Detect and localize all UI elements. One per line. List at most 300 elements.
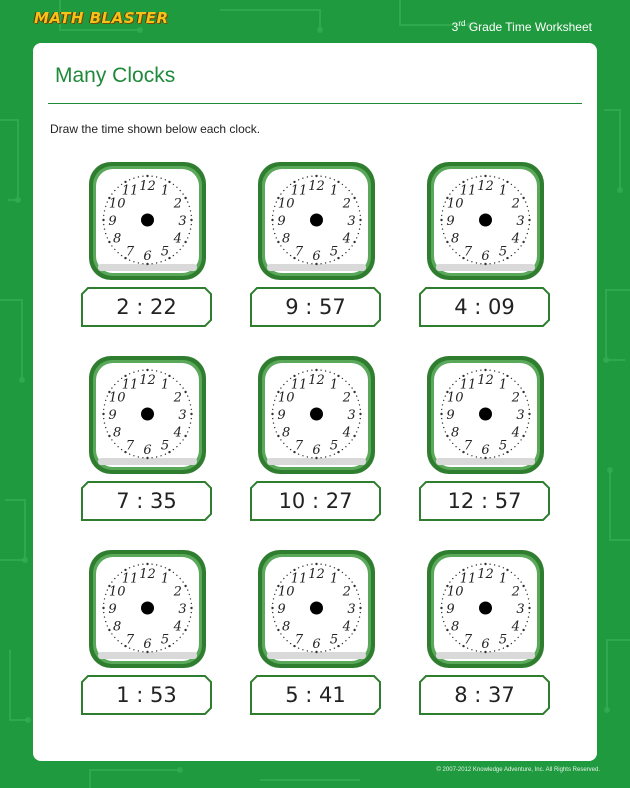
clock-tick [114, 637, 115, 638]
clock-card [249, 354, 382, 529]
clock-center-dot [479, 214, 492, 227]
clock-tick [151, 176, 152, 177]
clock-tick [446, 241, 448, 243]
clock-tick [359, 228, 360, 229]
clock-tick [522, 197, 524, 199]
clock-tick [191, 409, 192, 410]
clock-tick [107, 589, 108, 590]
clock-tick [108, 241, 110, 243]
clock-tick [359, 404, 360, 405]
clock-numeral: 10 [108, 584, 126, 600]
clock-tick [311, 370, 312, 371]
clock-card [418, 548, 551, 723]
clock-tick [452, 190, 453, 191]
clock-tick [359, 219, 361, 221]
clock-tick [527, 594, 528, 595]
clock-tick [325, 176, 326, 177]
clock-numeral: 12 [139, 567, 156, 582]
clock-tick [471, 566, 472, 567]
clock-tick [349, 190, 350, 191]
clock-tick [129, 260, 130, 261]
clock-time-label: 12 : 57 [447, 489, 522, 513]
clock-tick [283, 578, 284, 579]
clock-numeral: 4 [173, 619, 182, 635]
clock-tick [359, 616, 360, 617]
clock-tick [302, 372, 303, 373]
clock-tick [146, 563, 148, 565]
clock-tick [173, 184, 174, 185]
clock-tick [511, 572, 512, 573]
clock-numeral: 9 [446, 408, 455, 423]
clock-numeral: 12 [477, 179, 494, 194]
clock-tick [276, 237, 277, 238]
clock-time-label: 4 : 09 [454, 295, 515, 319]
clock-tick [274, 233, 275, 234]
clock-tick [173, 572, 174, 573]
clock-tick [514, 252, 515, 253]
clock-tick [114, 249, 115, 250]
clock-tick [522, 629, 524, 631]
clock-tick [176, 252, 177, 253]
clock-numeral: 3 [347, 408, 356, 423]
clock-tick [443, 427, 444, 428]
clock-numeral: 5 [498, 244, 508, 260]
clock-tick [180, 578, 181, 579]
clock-tick [129, 179, 130, 180]
clock-tick [358, 233, 359, 234]
clock-tick [190, 422, 191, 423]
clock-numeral: 9 [108, 408, 117, 423]
clock-numeral: 7 [125, 438, 135, 454]
clock-tick [459, 643, 460, 644]
clock-numeral: 12 [139, 373, 156, 388]
clock-tick [529, 418, 530, 419]
clock-tick [503, 567, 504, 568]
clock-tick [345, 640, 346, 641]
clock-tick [184, 197, 186, 199]
clock-tick [528, 598, 529, 599]
clock-tick [103, 603, 104, 604]
clock-tick [353, 629, 355, 631]
clock-numeral: 6 [481, 249, 490, 264]
clock-tick [334, 260, 335, 261]
clock-tick [452, 249, 453, 250]
clock-tick [176, 575, 177, 576]
clock-card [418, 160, 551, 335]
clock-tick [283, 384, 284, 385]
clock-tick [514, 381, 515, 382]
clock-tick [325, 456, 326, 457]
clock-tick [520, 193, 521, 194]
clock-tick [190, 598, 191, 599]
clock-tick [165, 373, 166, 374]
clock-tick [133, 649, 134, 650]
clock-tick [105, 594, 106, 595]
clock-tick [342, 378, 343, 379]
clock-tick [286, 640, 287, 641]
clock-tick [484, 175, 486, 177]
clock-tick [345, 575, 346, 576]
clock-face[interactable] [418, 354, 551, 479]
clock-tick [467, 179, 468, 180]
clock-tick [117, 446, 118, 447]
clock-numeral: 6 [312, 443, 321, 458]
clock-numeral: 3 [516, 602, 525, 617]
clock-tick [173, 378, 174, 379]
clock-tick [105, 206, 106, 207]
clock-tick [117, 187, 118, 188]
clock-numeral: 11 [290, 183, 308, 199]
clock-tick [184, 585, 186, 587]
clock-tick [494, 370, 495, 371]
clock-tick [527, 427, 528, 428]
worksheet-paper [33, 43, 597, 761]
clock-numeral: 6 [143, 637, 152, 652]
clock-tick [151, 564, 152, 565]
clock-tick [151, 370, 152, 371]
clock-tick [184, 241, 186, 243]
clock-tick [489, 176, 490, 177]
clock-tick [356, 431, 357, 432]
clock-numeral: 1 [329, 571, 339, 587]
clock-tick [189, 400, 190, 401]
clock-tick [452, 637, 453, 638]
clock-numeral: 3 [347, 214, 356, 229]
clock-tick [173, 643, 174, 644]
clock-tick [272, 418, 273, 419]
clock-tick [121, 449, 122, 450]
clock-tick [187, 201, 188, 202]
clock-tick [142, 370, 143, 371]
clock-tick [525, 625, 526, 626]
clock-tick [156, 456, 157, 457]
clock-numeral: 4 [511, 425, 520, 441]
clock-numeral: 12 [139, 179, 156, 194]
clock-tick [443, 594, 444, 595]
clock-tick [142, 564, 143, 565]
clock-tick [445, 431, 446, 432]
clock-tick [471, 455, 472, 456]
clock-tick [441, 418, 442, 419]
clock-tick [104, 422, 105, 423]
clock-face[interactable] [80, 160, 213, 285]
clock-numeral: 6 [143, 249, 152, 264]
title-divider [48, 103, 582, 104]
clock-tick [358, 427, 359, 428]
clock-tick [511, 184, 512, 185]
clock-tick [334, 567, 335, 568]
clock-tick [298, 567, 299, 568]
clock-numeral: 8 [113, 619, 122, 635]
clock-numeral: 11 [290, 377, 308, 393]
clock-time-label: 5 : 41 [285, 683, 346, 707]
clock-numeral: 4 [342, 619, 351, 635]
clock-numeral: 4 [342, 231, 351, 247]
clock-numeral: 5 [160, 438, 170, 454]
clock-numeral: 9 [446, 214, 455, 229]
clock-tick [349, 637, 350, 638]
clock-tick [156, 650, 157, 651]
clock-tick [442, 616, 443, 617]
clock-tick [518, 637, 519, 638]
clock-tick [133, 178, 134, 179]
clock-tick [302, 455, 303, 456]
clock-tick [529, 603, 530, 604]
clock-tick [329, 566, 330, 567]
clock-tick [176, 446, 177, 447]
clock-numeral: 1 [160, 377, 170, 393]
clock-tick [442, 210, 443, 211]
clock-tick [298, 454, 299, 455]
clock-numeral: 1 [498, 377, 508, 393]
clock-tick [286, 187, 287, 188]
clock-tick [280, 387, 281, 388]
clock-numeral: 1 [498, 571, 508, 587]
clock-numeral: 12 [308, 373, 325, 388]
clock-tick [459, 449, 460, 450]
clock-tick [498, 566, 499, 567]
clock-tick [184, 435, 186, 437]
clock-tick [529, 215, 530, 216]
clock-numeral: 8 [451, 619, 460, 635]
clock-tick [494, 262, 495, 263]
clock-tick [358, 206, 359, 207]
clock-tick [146, 175, 148, 177]
clock-tick [440, 413, 442, 415]
clock-tick [511, 643, 512, 644]
clock-tick [525, 431, 526, 432]
clock-tick [272, 409, 273, 410]
clock-tick [129, 567, 130, 568]
clock-tick [525, 395, 526, 396]
clock-tick [360, 409, 361, 410]
clock-tick [286, 252, 287, 253]
clock-tick [307, 650, 308, 651]
worksheet-instructions: Draw the time shown below each clock. [50, 122, 261, 136]
clock-tick [518, 249, 519, 250]
clock-tick [307, 456, 308, 457]
clock-tick [182, 245, 183, 246]
clock-tick [105, 427, 106, 428]
clock-tick [522, 241, 524, 243]
clock-tick [108, 629, 110, 631]
clock-tick [525, 237, 526, 238]
clock-tick [489, 564, 490, 565]
clock-tick [190, 413, 192, 415]
math-blaster-logo: MATH BLASTER [34, 9, 169, 27]
clock-numeral: 7 [294, 632, 304, 648]
clock-tick [484, 563, 486, 565]
clock-tick [290, 255, 291, 256]
clock-tick [298, 373, 299, 374]
clock-tick [290, 449, 291, 450]
clock-tick [452, 443, 453, 444]
clock-center-dot [141, 214, 154, 227]
clock-numeral: 4 [511, 231, 520, 247]
clock-tick [349, 384, 350, 385]
clock-tick [359, 413, 361, 415]
clock-card [249, 548, 382, 723]
clock-tick [107, 625, 108, 626]
clock-numeral: 3 [347, 602, 356, 617]
clock-card [80, 548, 213, 723]
clock-tick [307, 564, 308, 565]
clock-tick [117, 252, 118, 253]
clock-tick [351, 581, 352, 582]
clock-tick [283, 443, 284, 444]
clock-face[interactable] [418, 548, 551, 673]
clock-tick [103, 612, 104, 613]
clock-face[interactable] [249, 160, 382, 285]
clock-tick [353, 391, 355, 393]
clock-tick [273, 228, 274, 229]
clock-tick [105, 621, 106, 622]
clock-tick [176, 640, 177, 641]
clock-tick [514, 446, 515, 447]
clock-numeral: 2 [511, 196, 520, 212]
clock-tick [277, 435, 279, 437]
clock-tick [104, 616, 105, 617]
clock-tick [329, 178, 330, 179]
clock-numeral: 5 [329, 244, 339, 260]
clock-tick [440, 219, 442, 221]
clock-numeral: 4 [511, 619, 520, 635]
clock-numeral: 3 [178, 214, 187, 229]
clock-tick [182, 633, 183, 634]
clock-tick [359, 422, 360, 423]
clock-tick [273, 422, 274, 423]
clock-tick [360, 603, 361, 604]
clock-numeral: 10 [446, 584, 464, 600]
clock-tick [353, 585, 355, 587]
clock-tick [191, 224, 192, 225]
clock-tick [189, 233, 190, 234]
clock-tick [276, 589, 277, 590]
clock-tick [528, 404, 529, 405]
clock-tick [471, 372, 472, 373]
clock-tick [165, 648, 166, 649]
clock-numeral: 7 [463, 244, 473, 260]
clock-numeral: 5 [498, 438, 508, 454]
clock-tick [494, 176, 495, 177]
clock-center-dot [141, 602, 154, 615]
clock-tick [480, 564, 481, 565]
clock-tick [476, 176, 477, 177]
clock-tick [107, 237, 108, 238]
clock-numeral: 5 [160, 632, 170, 648]
clock-tick [187, 431, 188, 432]
clock-numeral: 10 [277, 196, 295, 212]
clock-tick [190, 607, 192, 609]
clock-tick [443, 233, 444, 234]
clock-tick [156, 370, 157, 371]
clock-tick [286, 575, 287, 576]
clock-tick [494, 650, 495, 651]
clock-time-label: 8 : 37 [454, 683, 515, 707]
clock-tick [522, 585, 524, 587]
clock-tick [471, 261, 472, 262]
clock-face[interactable] [418, 160, 551, 285]
clock-face[interactable] [80, 354, 213, 479]
clock-tick [271, 219, 273, 221]
clock-card [80, 160, 213, 335]
clock-tick [503, 179, 504, 180]
clock-tick [187, 237, 188, 238]
clock-tick [138, 650, 139, 651]
clock-tick [189, 427, 190, 428]
clock-tick [503, 260, 504, 261]
clock-tick [459, 255, 460, 256]
clock-tick [173, 255, 174, 256]
clock-tick [351, 245, 352, 246]
clock-face[interactable] [249, 354, 382, 479]
clock-tick [133, 261, 134, 262]
clock-tick [156, 564, 157, 565]
clock-center-dot [479, 602, 492, 615]
clock-tick [160, 372, 161, 373]
clock-tick [527, 233, 528, 234]
clock-tick [114, 443, 115, 444]
clock-tick [298, 179, 299, 180]
grade-number: 3 [451, 20, 459, 34]
clock-tick [325, 262, 326, 263]
clock-tick [104, 210, 105, 211]
clock-tick [351, 193, 352, 194]
clock-face[interactable] [249, 548, 382, 673]
clock-numeral: 12 [477, 567, 494, 582]
clock-tick [446, 629, 448, 631]
clock-tick [274, 594, 275, 595]
clock-tick [445, 589, 446, 590]
clock-tick [441, 603, 442, 604]
clock-numeral: 8 [451, 425, 460, 441]
clock-numeral: 1 [329, 377, 339, 393]
clock-numeral: 7 [463, 438, 473, 454]
clock-tick [280, 581, 281, 582]
clock-tick [511, 449, 512, 450]
clock-tick [156, 176, 157, 177]
clock-tick [528, 607, 530, 609]
clock-tick [176, 187, 177, 188]
clock-tick [467, 373, 468, 374]
clock-tick [441, 612, 442, 613]
clock-tick [182, 439, 183, 440]
clock-numeral: 2 [173, 584, 182, 600]
clock-numeral: 9 [446, 602, 455, 617]
clock-tick [359, 598, 360, 599]
clock-tick [103, 409, 104, 410]
clock-tick [349, 443, 350, 444]
clock-face[interactable] [80, 548, 213, 673]
clock-tick [511, 255, 512, 256]
clock-tick [104, 404, 105, 405]
clock-tick [165, 179, 166, 180]
clock-tick [189, 206, 190, 207]
clock-tick [307, 370, 308, 371]
clock-tick [276, 431, 277, 432]
clock-tick [138, 176, 139, 177]
clock-tick [307, 176, 308, 177]
clock-tick [276, 201, 277, 202]
clock-tick [351, 439, 352, 440]
clock-center-dot [141, 408, 154, 421]
clock-tick [441, 409, 442, 410]
clock-tick [108, 435, 110, 437]
clock-tick [351, 633, 352, 634]
clock-tick [525, 201, 526, 202]
clock-tick [520, 387, 521, 388]
clock-tick [105, 233, 106, 234]
